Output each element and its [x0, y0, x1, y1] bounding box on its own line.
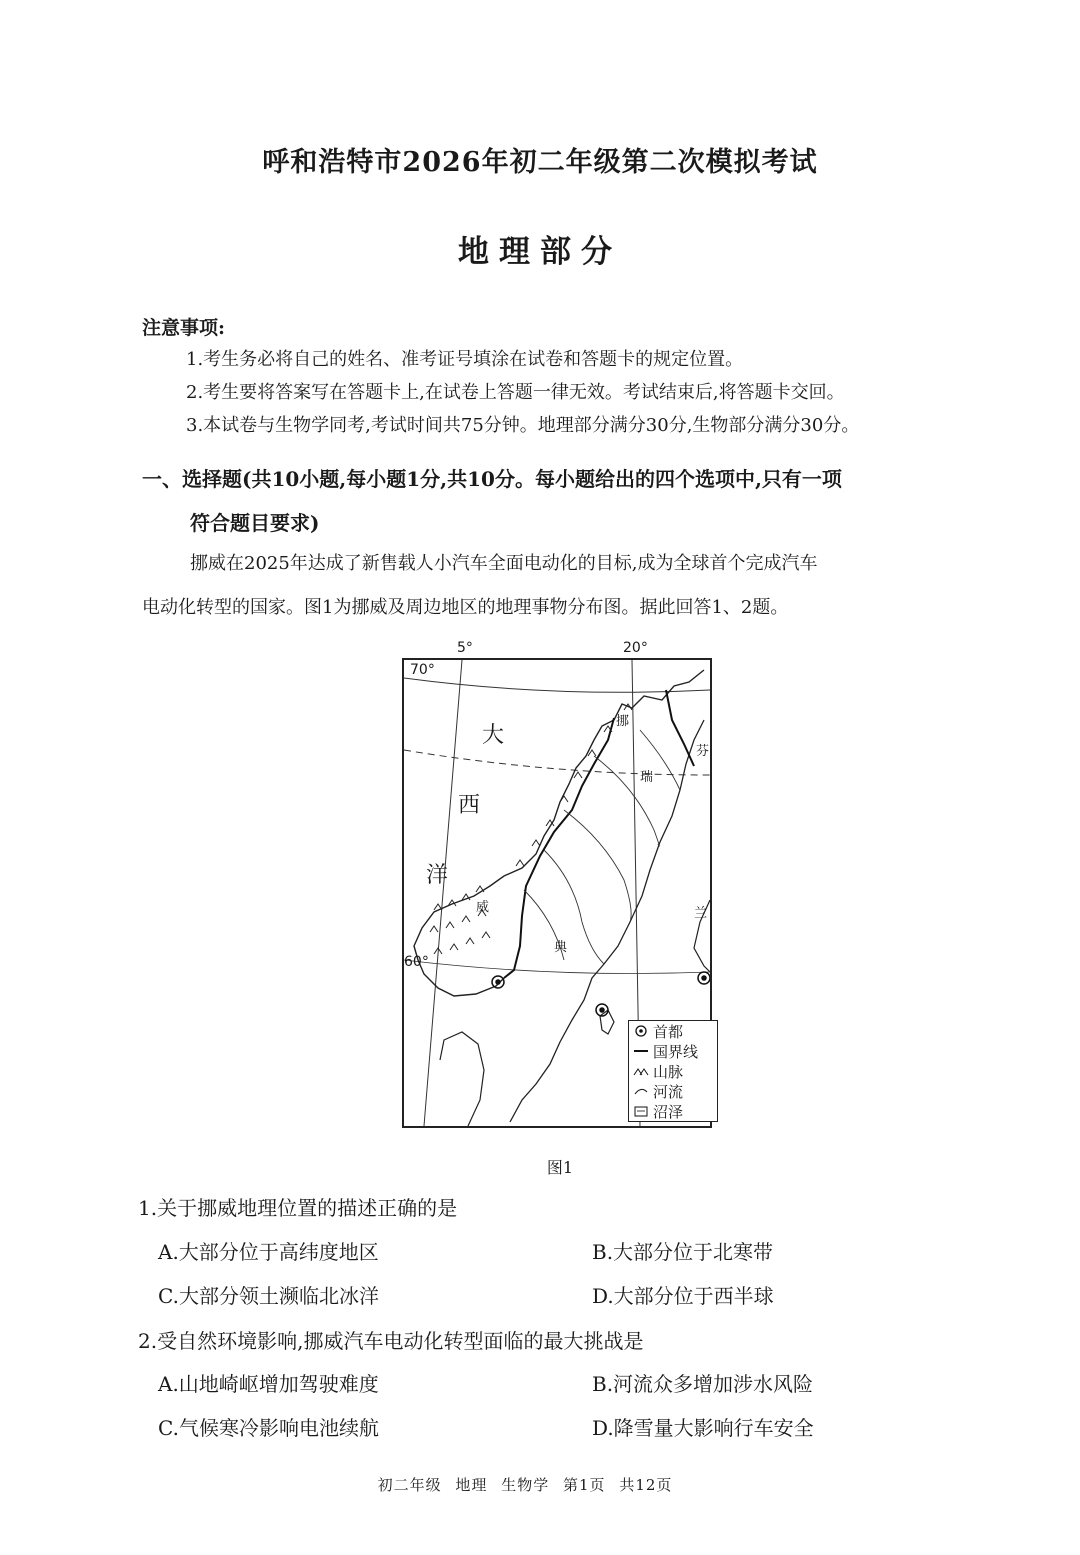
latitude-60-label: 60° [404, 954, 429, 970]
graticule-lon-5 [424, 660, 462, 1126]
notice-heading: 注意事项: [142, 317, 226, 339]
longitude-5-label: 5° [457, 640, 473, 656]
graticule-lat-70 [404, 678, 710, 692]
question-1-stem: 1.关于挪威地理位置的描述正确的是 [138, 1196, 458, 1220]
legend-swamp-label: 沼泽 [653, 1102, 684, 1121]
capital-helsinki [698, 972, 710, 984]
footer-subject-biology: 生物学 [501, 1476, 550, 1494]
capital-symbol-icon [633, 1024, 651, 1038]
country-label-finland: 兰 [694, 906, 708, 921]
footer-total-pages: 共12页 [619, 1476, 673, 1494]
country-label-finland: 芬 [696, 744, 710, 759]
question-1-option-d: D.大部分位于西半球 [592, 1284, 774, 1308]
notice-item-3: 3.本试卷与生物学同考,考试时间共75分钟。地理部分满分30分,生物部分满分30分。 [186, 415, 860, 436]
sweden-finland-border [666, 690, 694, 766]
country-label-norway: 威 [476, 900, 490, 915]
map-legend [628, 1020, 718, 1122]
legend-mountain-label: 山脉 [653, 1062, 684, 1081]
footer-page-number: 第1页 [562, 1476, 606, 1494]
legend-river-label: 河流 [653, 1082, 684, 1101]
page-footer [0, 1474, 1050, 1495]
ocean-label-char: 西 [458, 793, 481, 818]
country-label-norway: 挪 [616, 714, 630, 729]
country-label-sweden: 瑞 [640, 770, 654, 785]
footer-subject-geography: 地理 [455, 1476, 488, 1494]
question-1-option-a: A.大部分位于高纬度地区 [158, 1240, 379, 1264]
exam-title: 呼和浩特市2026年初二年级第二次模拟考试 [262, 147, 818, 178]
mountain-symbol-icon [633, 1064, 651, 1078]
legend-border-label: 国界线 [653, 1042, 699, 1061]
question-2-option-c: C.气候寒冷影响电池续航 [158, 1416, 379, 1440]
intro-paragraph-line-1: 挪威在2025年达成了新售载人小汽车全面电动化的目标,成为全球首个完成汽车 [190, 553, 818, 574]
legend-capital-label: 首都 [653, 1022, 684, 1041]
legend-swamp [633, 1101, 683, 1121]
section-title: 地理部分 [458, 234, 622, 270]
legend-capital [633, 1021, 683, 1041]
notice-item-2: 2.考生要将答案写在答题卡上,在试卷上答题一律无效。考试结束后,将答题卡交回。 [186, 382, 845, 403]
legend-mountain [633, 1061, 683, 1081]
longitude-20-label: 20° [623, 640, 648, 656]
question-2-option-b: B.河流众多增加涉水风险 [592, 1372, 814, 1396]
question-2-option-d: D.降雪量大影响行车安全 [592, 1416, 814, 1440]
river [544, 850, 604, 964]
question-2-option-a: A.山地崎岖增加驾驶难度 [158, 1372, 379, 1396]
denmark-coastline [440, 1032, 484, 1126]
mountain-range [430, 704, 632, 954]
ocean-label-char: 大 [482, 723, 505, 748]
question-2-stem: 2.受自然环境影响,挪威汽车电动化转型面临的最大挑战是 [138, 1329, 644, 1353]
legend-border [633, 1041, 698, 1061]
river-symbol-icon [633, 1084, 651, 1098]
legend-river [633, 1081, 683, 1101]
notice-item-1: 1.考生务必将自己的姓名、准考证号填涂在试卷和答题卡的规定位置。 [186, 349, 744, 370]
capital-oslo [492, 976, 504, 988]
question-1-option-c: C.大部分领土濒临北冰洋 [158, 1284, 379, 1308]
latitude-70-label: 70° [410, 662, 435, 678]
ocean-label-char: 洋 [426, 863, 449, 888]
arctic-circle-line [404, 750, 710, 775]
footer-grade: 初二年级 [377, 1476, 442, 1494]
intro-paragraph-line-2: 电动化转型的国家。图1为挪威及周边地区的地理事物分布图。据此回答1、2题。 [142, 597, 789, 618]
question-1-option-b: B.大部分位于北寒带 [592, 1240, 774, 1264]
country-label-sweden: 典 [554, 940, 568, 955]
border-symbol-icon [633, 1044, 651, 1058]
part-heading-continued: 符合题目要求) [190, 511, 320, 535]
river [564, 810, 631, 922]
figure-caption: 图1 [546, 1158, 574, 1177]
figure-1-map [395, 640, 725, 1130]
part-heading: 一、选择题(共10小题,每小题1分,共10分。每小题给出的四个选项中,只有一项 [142, 467, 842, 491]
swamp-symbol-icon [633, 1104, 651, 1118]
graticule-lat-60 [404, 960, 710, 974]
